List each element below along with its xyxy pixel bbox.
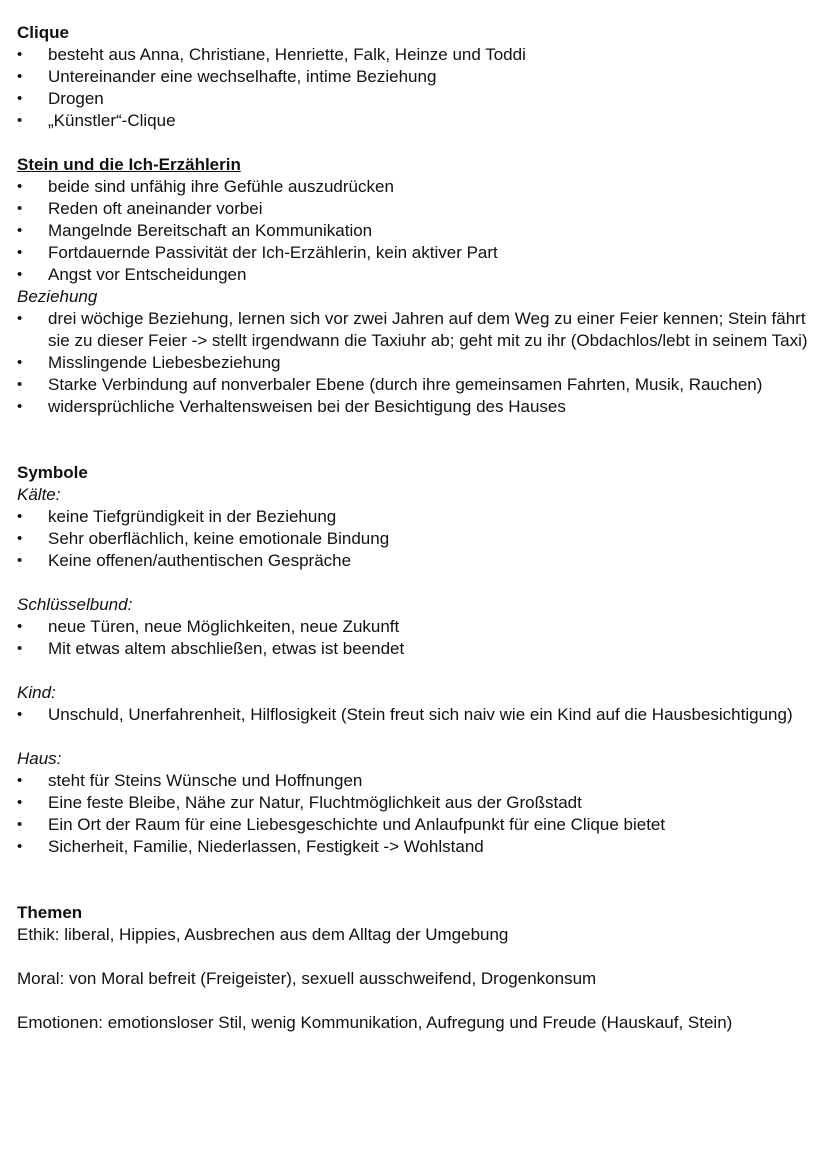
list-item: • Drogen	[17, 88, 816, 110]
list-item: • beide sind unfähig ihre Gefühle auszudrücken	[17, 176, 816, 198]
subheading-kaelte: Kälte:	[17, 485, 61, 504]
list-item: • Misslingende Liebesbeziehung	[17, 352, 816, 374]
list-item: • Reden oft aneinander vorbei	[17, 198, 816, 220]
subheading-beziehung: Beziehung	[17, 287, 98, 306]
list-item: • Sehr oberflächlich, keine emotionale Bindung	[17, 528, 816, 550]
list-item: • Starke Verbindung auf nonverbaler Ebene (durch ihre gemeinsamen Fahrten, Musik, Rauchen)	[17, 374, 816, 396]
list-item: • drei wöchige Beziehung, lernen sich vor zwei Jahren auf dem Weg zu einer Feier kennen; Stein fährt sie zu dieser Feier -> stellt irgendwann die Taxiuhr ab; geht mit zu ihr (Obdachlos/lebt in seinem Taxi)	[17, 308, 816, 352]
section-heading-themen: Themen	[17, 903, 83, 922]
subheading-haus: Haus:	[17, 749, 62, 768]
themen-ethik: Ethik: liberal, Hippies, Ausbrechen aus dem Alltag der Umgebung	[17, 925, 509, 944]
list-item: • Ein Ort der Raum für eine Liebesgeschichte und Anlaufpunkt für eine Clique bietet	[17, 814, 816, 836]
list-item: • Keine offenen/authentischen Gespräche	[17, 550, 816, 572]
section-heading-stein: Stein und die Ich-Erzählerin	[17, 155, 241, 174]
list-item: • besteht aus Anna, Christiane, Henriette, Falk, Heinze und Toddi	[17, 44, 816, 66]
list-item: • Sicherheit, Familie, Niederlassen, Festigkeit -> Wohlstand	[17, 836, 816, 858]
clique-list	[17, 44, 816, 132]
kind-list	[17, 704, 816, 726]
list-item: • keine Tiefgründigkeit in der Beziehung	[17, 506, 816, 528]
list-item: • neue Türen, neue Möglichkeiten, neue Zukunft	[17, 616, 816, 638]
themen-emotionen: Emotionen: emotionsloser Stil, wenig Kommunikation, Aufregung und Freude (Hauskauf, Stein)	[17, 1013, 733, 1032]
beziehung-list	[17, 308, 816, 418]
list-item: • Eine feste Bleibe, Nähe zur Natur, Fluchtmöglichkeit aus der Großstadt	[17, 792, 816, 814]
kaelte-list	[17, 506, 816, 572]
section-heading-symbole: Symbole	[17, 463, 88, 482]
list-item: • Mit etwas altem abschließen, etwas ist beendet	[17, 638, 816, 660]
stein-list	[17, 176, 816, 286]
list-item: • Unschuld, Unerfahrenheit, Hilflosigkeit (Stein freut sich naiv wie ein Kind auf die Hausbesichtigung)	[17, 704, 816, 726]
list-item: • Angst vor Entscheidungen	[17, 264, 816, 286]
list-item: • „Künstler“-Clique	[17, 110, 816, 132]
list-item: • Mangelnde Bereitschaft an Kommunikation	[17, 220, 816, 242]
subheading-kind: Kind:	[17, 683, 56, 702]
list-item: • widersprüchliche Verhaltensweisen bei der Besichtigung des Hauses	[17, 396, 816, 418]
themen-moral: Moral: von Moral befreit (Freigeister), sexuell ausschweifend, Drogenkonsum	[17, 969, 597, 988]
list-item: • Untereinander eine wechselhafte, intime Beziehung	[17, 66, 816, 88]
subheading-schluesselbund: Schlüsselbund:	[17, 595, 133, 614]
list-item: • Fortdauernde Passivität der Ich-Erzählerin, kein aktiver Part	[17, 242, 816, 264]
section-heading-clique: Clique	[17, 23, 69, 42]
schluesselbund-list	[17, 616, 816, 660]
list-item: • steht für Steins Wünsche und Hoffnungen	[17, 770, 816, 792]
haus-list	[17, 770, 816, 858]
